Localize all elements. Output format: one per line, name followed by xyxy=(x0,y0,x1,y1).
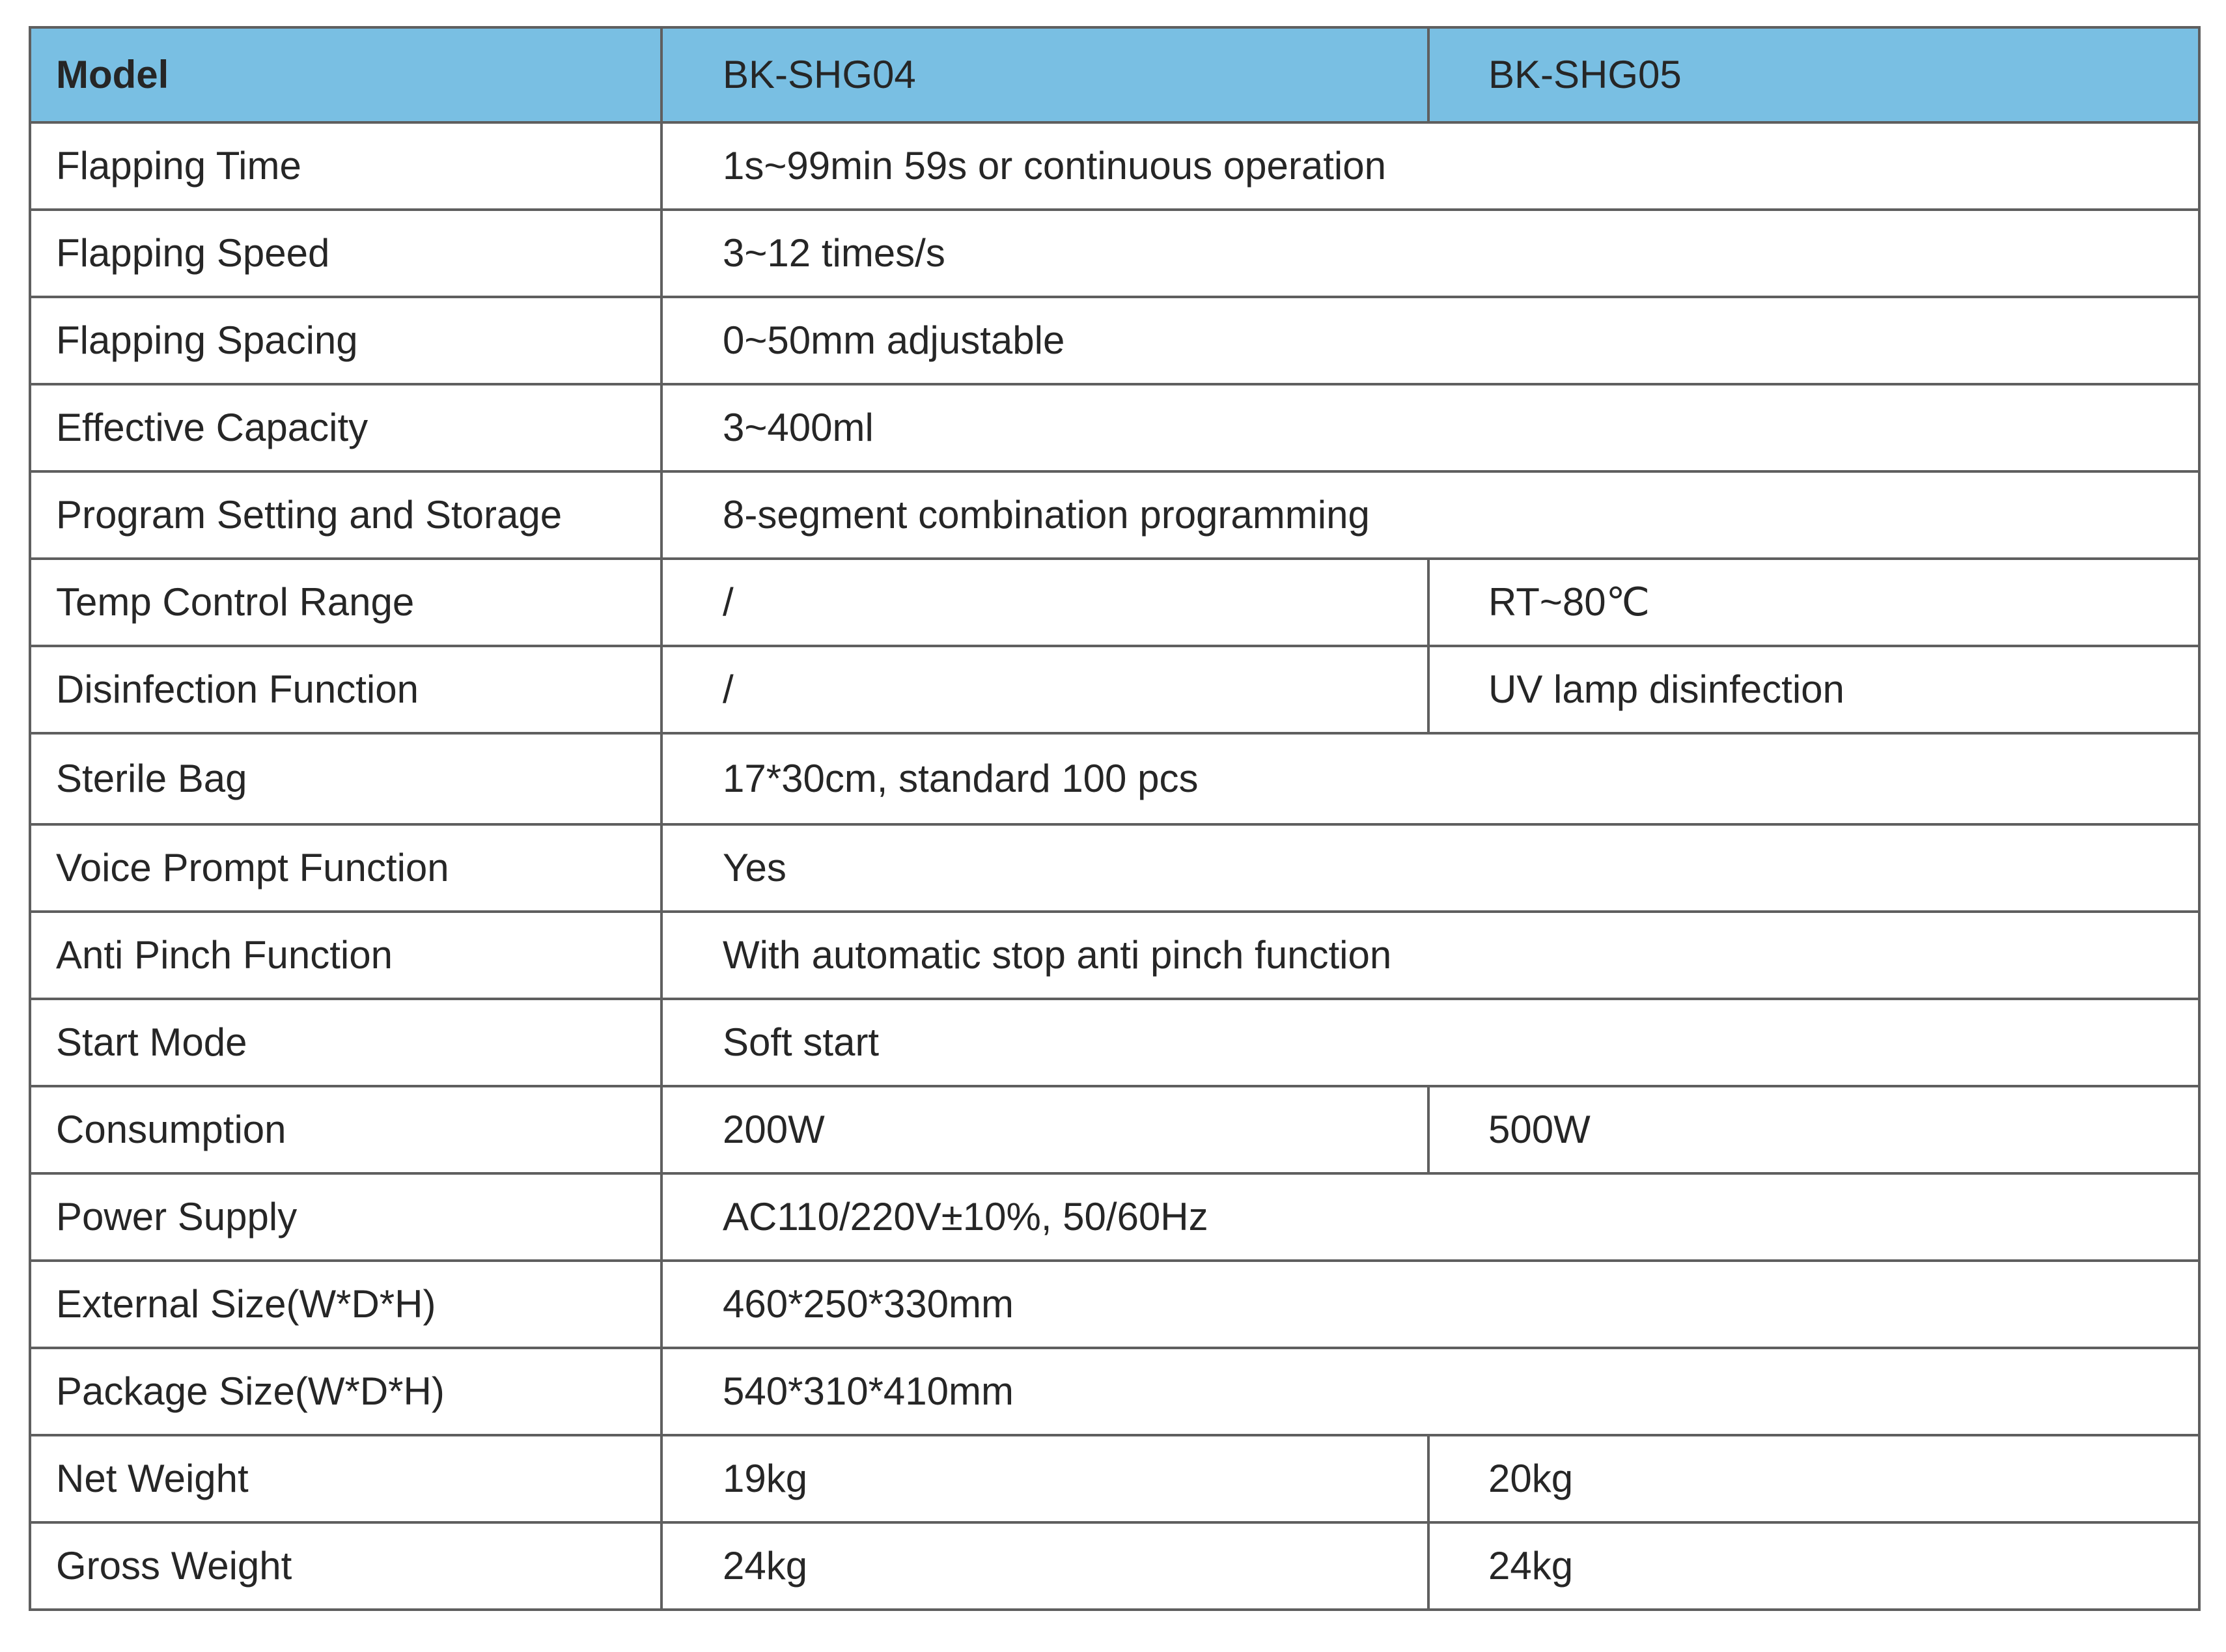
table-row xyxy=(30,646,2199,733)
table-row xyxy=(30,471,2199,559)
table-row xyxy=(30,122,2199,210)
row-value-bk-shg04: 24kg xyxy=(661,1522,1428,1610)
row-value-bk-shg04: 200W xyxy=(661,1086,1428,1173)
row-label: Temp Control Range xyxy=(30,559,661,646)
table-row xyxy=(30,1261,2199,1348)
row-label: Gross Weight xyxy=(30,1522,661,1610)
row-label: Flapping Time xyxy=(30,122,661,210)
row-value-shared: With automatic stop anti pinch function xyxy=(661,912,2199,999)
table-row xyxy=(30,1173,2199,1261)
header-model-bk-shg04: BK-SHG04 xyxy=(661,27,1428,122)
row-value-shared: Soft start xyxy=(661,999,2199,1086)
spec-table-header xyxy=(30,27,2199,122)
row-label: Start Mode xyxy=(30,999,661,1086)
table-row xyxy=(30,210,2199,297)
row-value-shared: AC110/220V±10%, 50/60Hz xyxy=(661,1173,2199,1261)
row-value-shared: 1s~99min 59s or continuous operation xyxy=(661,122,2199,210)
row-label: Consumption xyxy=(30,1086,661,1173)
row-label: Net Weight xyxy=(30,1435,661,1522)
header-label-cell: Model xyxy=(30,27,661,122)
row-value-bk-shg04: / xyxy=(661,559,1428,646)
table-row xyxy=(30,1086,2199,1173)
header-model-bk-shg05: BK-SHG05 xyxy=(1428,27,2199,122)
row-label: Disinfection Function xyxy=(30,646,661,733)
row-label: Flapping Speed xyxy=(30,210,661,297)
row-value-shared: Yes xyxy=(661,824,2199,912)
row-label: External Size(W*D*H) xyxy=(30,1261,661,1348)
row-label: Voice Prompt Function xyxy=(30,824,661,912)
row-value-shared: 540*310*410mm xyxy=(661,1348,2199,1435)
row-label: Package Size(W*D*H) xyxy=(30,1348,661,1435)
spec-table-body xyxy=(30,122,2199,1610)
row-value-bk-shg04: 19kg xyxy=(661,1435,1428,1522)
header-row xyxy=(30,27,2199,122)
row-value-shared: 3~12 times/s xyxy=(661,210,2199,297)
table-row xyxy=(30,824,2199,912)
table-row xyxy=(30,1435,2199,1522)
row-value-bk-shg05: 500W xyxy=(1428,1086,2199,1173)
row-label: Sterile Bag xyxy=(30,733,661,824)
row-value-bk-shg05: RT~80℃ xyxy=(1428,559,2199,646)
row-label: Program Setting and Storage xyxy=(30,471,661,559)
table-row xyxy=(30,297,2199,384)
table-row xyxy=(30,733,2199,824)
row-value-bk-shg05: 24kg xyxy=(1428,1522,2199,1610)
row-value-bk-shg05: 20kg xyxy=(1428,1435,2199,1522)
row-value-shared: 3~400ml xyxy=(661,384,2199,471)
row-value-shared: 17*30cm, standard 100 pcs xyxy=(661,733,2199,824)
row-label: Anti Pinch Function xyxy=(30,912,661,999)
row-value-shared: 0~50mm adjustable xyxy=(661,297,2199,384)
table-row xyxy=(30,1522,2199,1610)
row-label: Flapping Spacing xyxy=(30,297,661,384)
row-label: Effective Capacity xyxy=(30,384,661,471)
row-label: Power Supply xyxy=(30,1173,661,1261)
row-value-bk-shg04: / xyxy=(661,646,1428,733)
table-row xyxy=(30,999,2199,1086)
row-value-bk-shg05: UV lamp disinfection xyxy=(1428,646,2199,733)
spec-table xyxy=(29,26,2201,1611)
table-row xyxy=(30,912,2199,999)
table-row xyxy=(30,559,2199,646)
row-value-shared: 460*250*330mm xyxy=(661,1261,2199,1348)
table-row xyxy=(30,1348,2199,1435)
row-value-shared: 8-segment combination programming xyxy=(661,471,2199,559)
table-row xyxy=(30,384,2199,471)
